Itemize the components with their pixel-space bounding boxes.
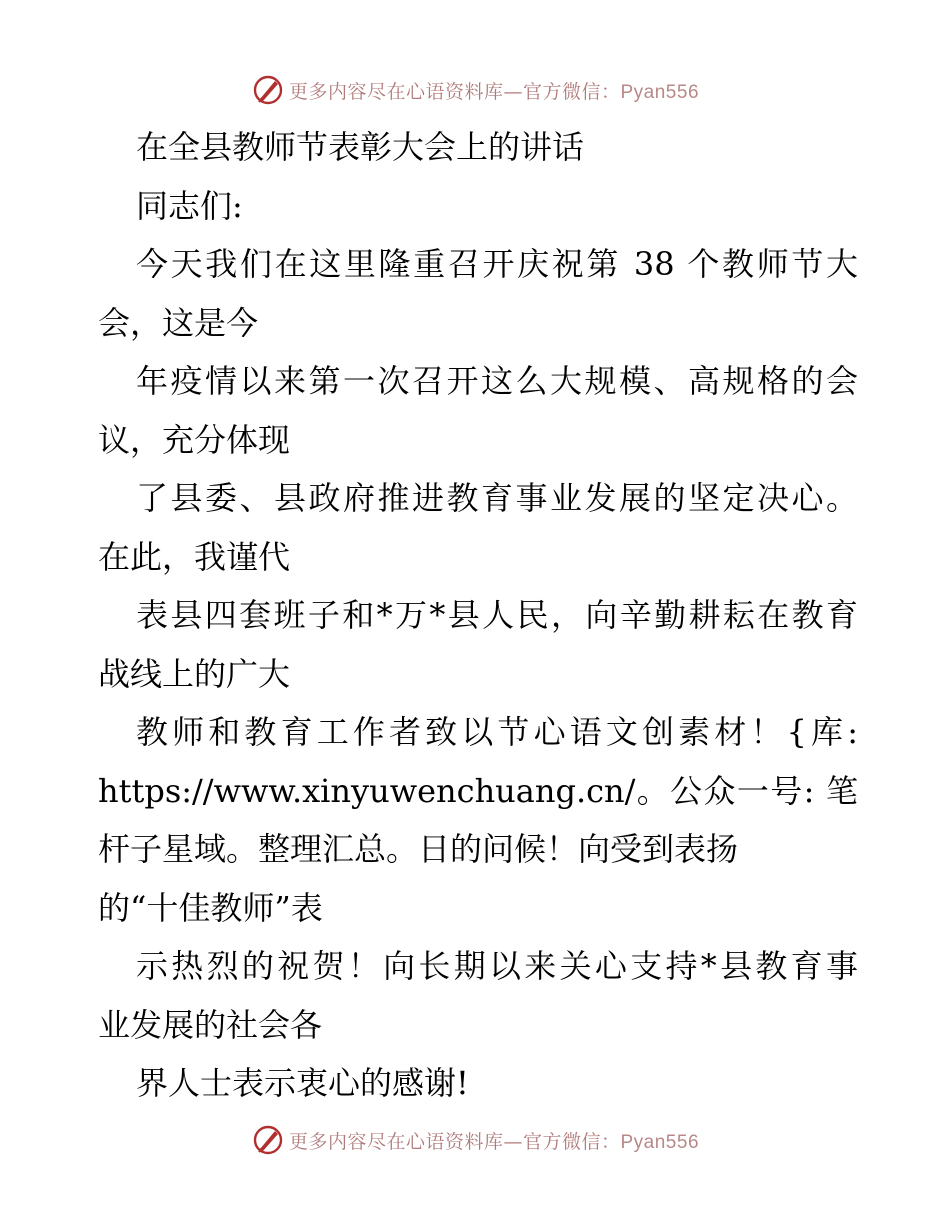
header-banner: [0, 70, 950, 110]
paragraph-line-url: https://www.xinyuwenchuang.cn/。公众一号: 笔: [98, 771, 858, 810]
document-title: 在全县教师节表彰大会上的讲话: [136, 128, 585, 166]
paragraph-line: 议，充分体现: [98, 420, 291, 459]
paragraph-line: 年疫情以来第一次召开这么大规模、高规格的会: [136, 362, 858, 400]
banner-text: 更多内容尽在心语资料库—官方微信：Pyan556: [288, 80, 700, 103]
quill-logo-icon: [251, 73, 285, 107]
paragraph-line: 示热烈的祝贺！向长期以来关心支持*县教育事: [136, 947, 858, 985]
paragraph-line: 界人士表示衷心的感谢!: [136, 1064, 469, 1102]
paragraph-line: 在此，我谨代: [98, 537, 291, 576]
footer-banner: [0, 1120, 950, 1160]
wechat-id: Pyan556: [620, 81, 700, 103]
paragraph-line: 战线上的广大: [98, 654, 291, 693]
paragraph-line: 今天我们在这里隆重召开庆祝第 38 个教师节大: [136, 245, 858, 283]
wechat-id: Pyan556: [620, 1131, 700, 1153]
paragraph-line: 教师和教育工作者致以节心语文创素材！{库:: [136, 713, 858, 751]
paragraph-line: 了县委、县政府推进教育事业发展的坚定决心。: [136, 479, 858, 517]
banner-text: 更多内容尽在心语资料库—官方微信：Pyan556: [288, 1130, 700, 1153]
document-body: [98, 118, 858, 1113]
salutation: 同志们:: [136, 186, 243, 225]
paragraph-line: 业发展的社会各: [98, 1005, 323, 1044]
paragraph-line: 杆子星域。整理汇总。日的问候！向受到表扬: [98, 830, 739, 868]
paragraph-line: 的“十佳教师”表: [98, 888, 323, 927]
paragraph-line: 会，这是今: [98, 303, 259, 342]
quill-logo-icon: [251, 1123, 285, 1157]
paragraph-line: 表县四套班子和*万*县人民，向辛勤耕耘在教育: [136, 596, 858, 634]
